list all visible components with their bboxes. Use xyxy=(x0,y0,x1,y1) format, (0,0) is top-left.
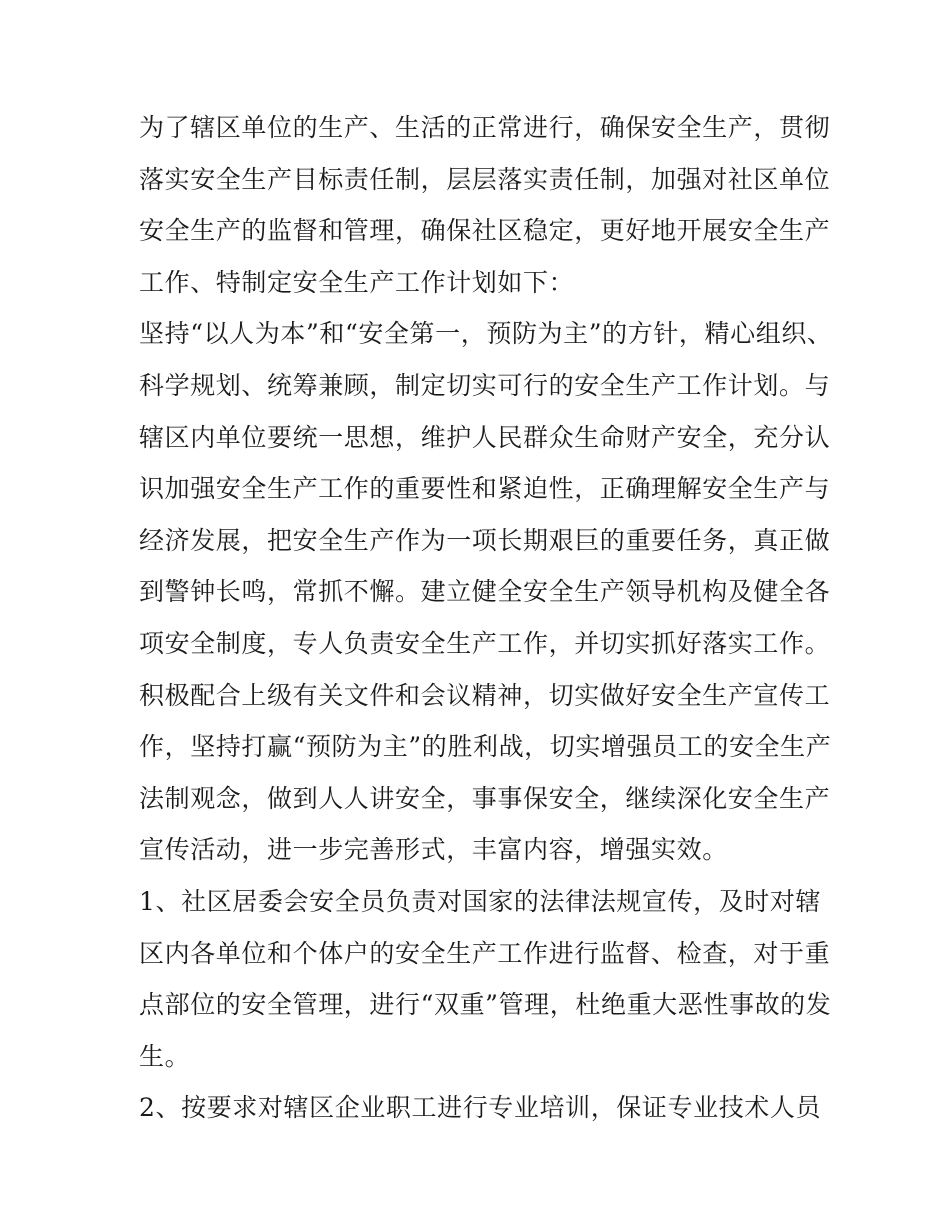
text-line: 区内各单位和个体户的安全生产工作进行监督、检查，对于重 xyxy=(139,938,831,968)
text-line: 宣传活动，进一步完善形式，丰富内容，增强实效。 xyxy=(139,835,728,865)
text-line: 点部位的安全管理，进行“双重”管理，杜绝重大恶性事故的发 xyxy=(139,990,832,1020)
text-line: 积极配合上级有关文件和会议精神，切实做好安全生产宣传工 xyxy=(139,680,831,710)
text-line: 科学规划、统筹兼顾，制定切实可行的安全生产工作计划。与 xyxy=(139,370,831,400)
text-line: 识加强安全生产工作的重要性和紧迫性，正确理解安全生产与 xyxy=(139,474,831,504)
text-line: 项安全制度，专人负责安全生产工作，并切实抓好落实工作。 xyxy=(139,628,831,658)
document-body xyxy=(139,102,833,1134)
text-line: 经济发展，把安全生产作为一项长期艰巨的重要任务，真正做 xyxy=(139,525,831,555)
text-line: 辖区内单位要统一思想，维护人民群众生命财产安全，充分认 xyxy=(139,422,831,452)
text-line: 为了辖区单位的生产、生活的正常进行，确保安全生产，贯彻 xyxy=(139,113,831,142)
text-line: 坚持“以人为本”和“安全第一，预防为主”的方针，精心组织、 xyxy=(139,319,833,349)
text-line: 2、按要求对辖区企业职工进行专业培训，保证专业技术人员 xyxy=(139,1093,822,1123)
text-line: 到警钟长鸣，常抓不懈。建立健全安全生产领导机构及健全各 xyxy=(139,577,831,607)
text-line: 1、社区居委会安全员负责对国家的法律法规宣传，及时对辖 xyxy=(139,886,822,916)
text-line: 安全生产的监督和管理，确保社区稳定，更好地开展安全生产 xyxy=(139,216,831,246)
text-line: 法制观念，做到人人讲安全，事事保安全，继续深化安全生产 xyxy=(139,783,831,813)
text-line: 作，坚持打赢“预防为主”的胜利战，切实增强员工的安全生产 xyxy=(139,732,832,762)
text-line: 落实安全生产目标责任制，层层落实责任制，加强对社区单位 xyxy=(139,164,831,194)
text-line: 工作、特制定安全生产工作计划如下： xyxy=(139,267,575,297)
text-line: 生。 xyxy=(139,1041,191,1071)
